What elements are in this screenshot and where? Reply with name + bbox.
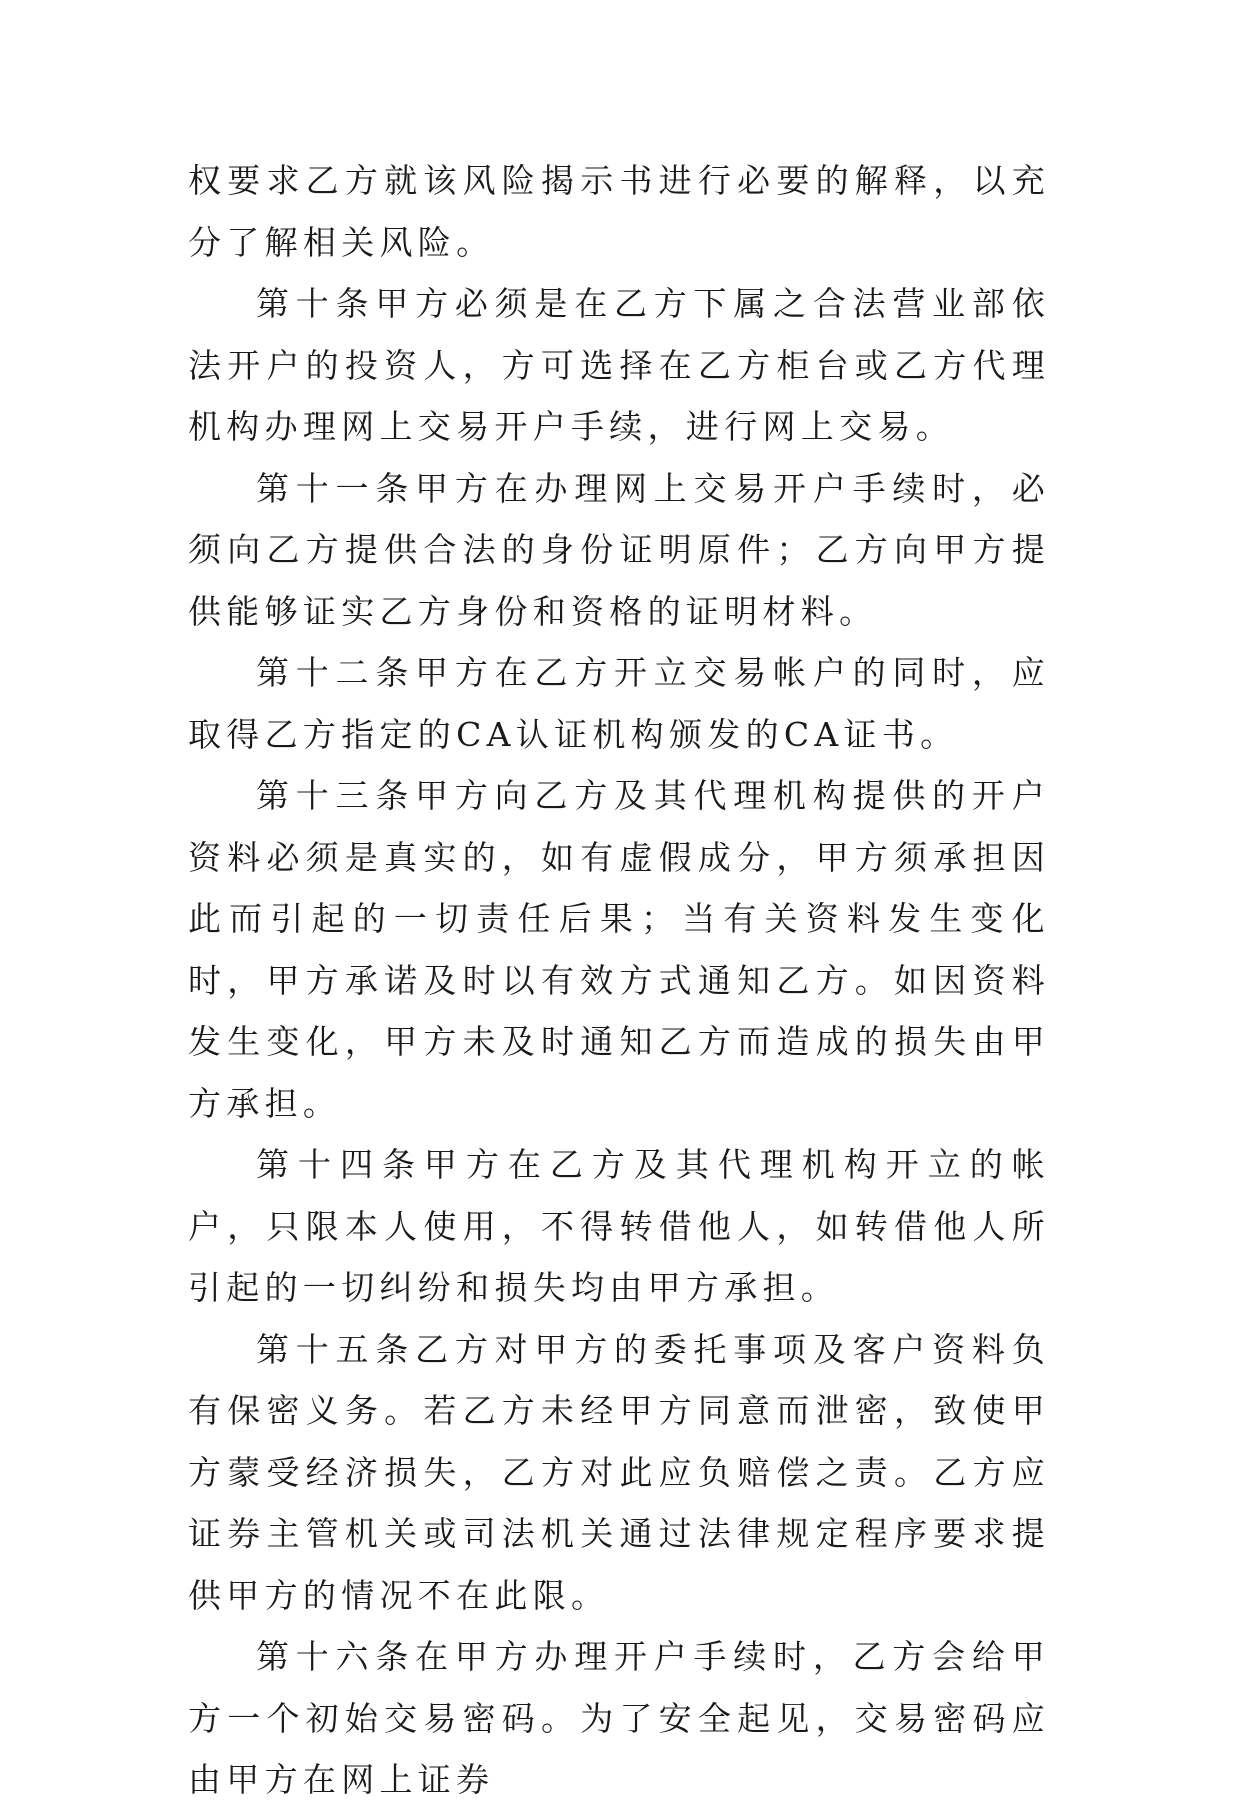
paragraph-article-12: 第十二条甲方在乙方开立交易帐户的同时，应取得乙方指定的CA认证机构颁发的CA证书。	[188, 653, 1050, 754]
paragraph-article-16: 第十六条在甲方办理开户手续时，乙方会给甲方一个初始交易密码。为了安全起见，交易密码应由甲方在网上证券	[188, 1637, 1050, 1799]
paragraph-article-13: 第十三条甲方向乙方及其代理机构提供的开户资料必须是真实的，如有虚假成分，甲方须承担因此而引起的一切责任后果；当有关资料发生变化时，甲方承诺及时以有效方式通知乙方。如因资料发生变化，甲方未及时通知乙方而造成的损失由甲方承担。	[188, 776, 1050, 1123]
paragraph-article-11: 第十一条甲方在办理网上交易开户手续时，必须向乙方提供合法的身份证明原件；乙方向甲方提供能够证实乙方身份和资格的证明材料。	[188, 468, 1050, 631]
paragraph-article-15: 第十五条乙方对甲方的委托事项及客户资料负有保密义务。若乙方未经甲方同意而泄密，致使甲方蒙受经济损失，乙方对此应负赔偿之责。乙方应证券主管机关或司法机关通过法律规定程序要求提供甲方的情况不在此限。	[188, 1329, 1050, 1615]
paragraph-article-10: 第十条甲方必须是在乙方下属之合法营业部依法开户的投资人，方可选择在乙方柜台或乙方代理机构办理网上交易开户手续，进行网上交易。	[188, 284, 1050, 446]
paragraph-article-14: 第十四条甲方在乙方及其代理机构开立的帐户，只限本人使用，不得转借他人，如转借他人所引起的一切纠纷和损失均由甲方承担。	[188, 1145, 1050, 1307]
paragraph-continuation: 权要求乙方就该风险揭示书进行必要的解释，以充分了解相关风险。	[188, 161, 1050, 262]
document-body	[188, 150, 1050, 1811]
